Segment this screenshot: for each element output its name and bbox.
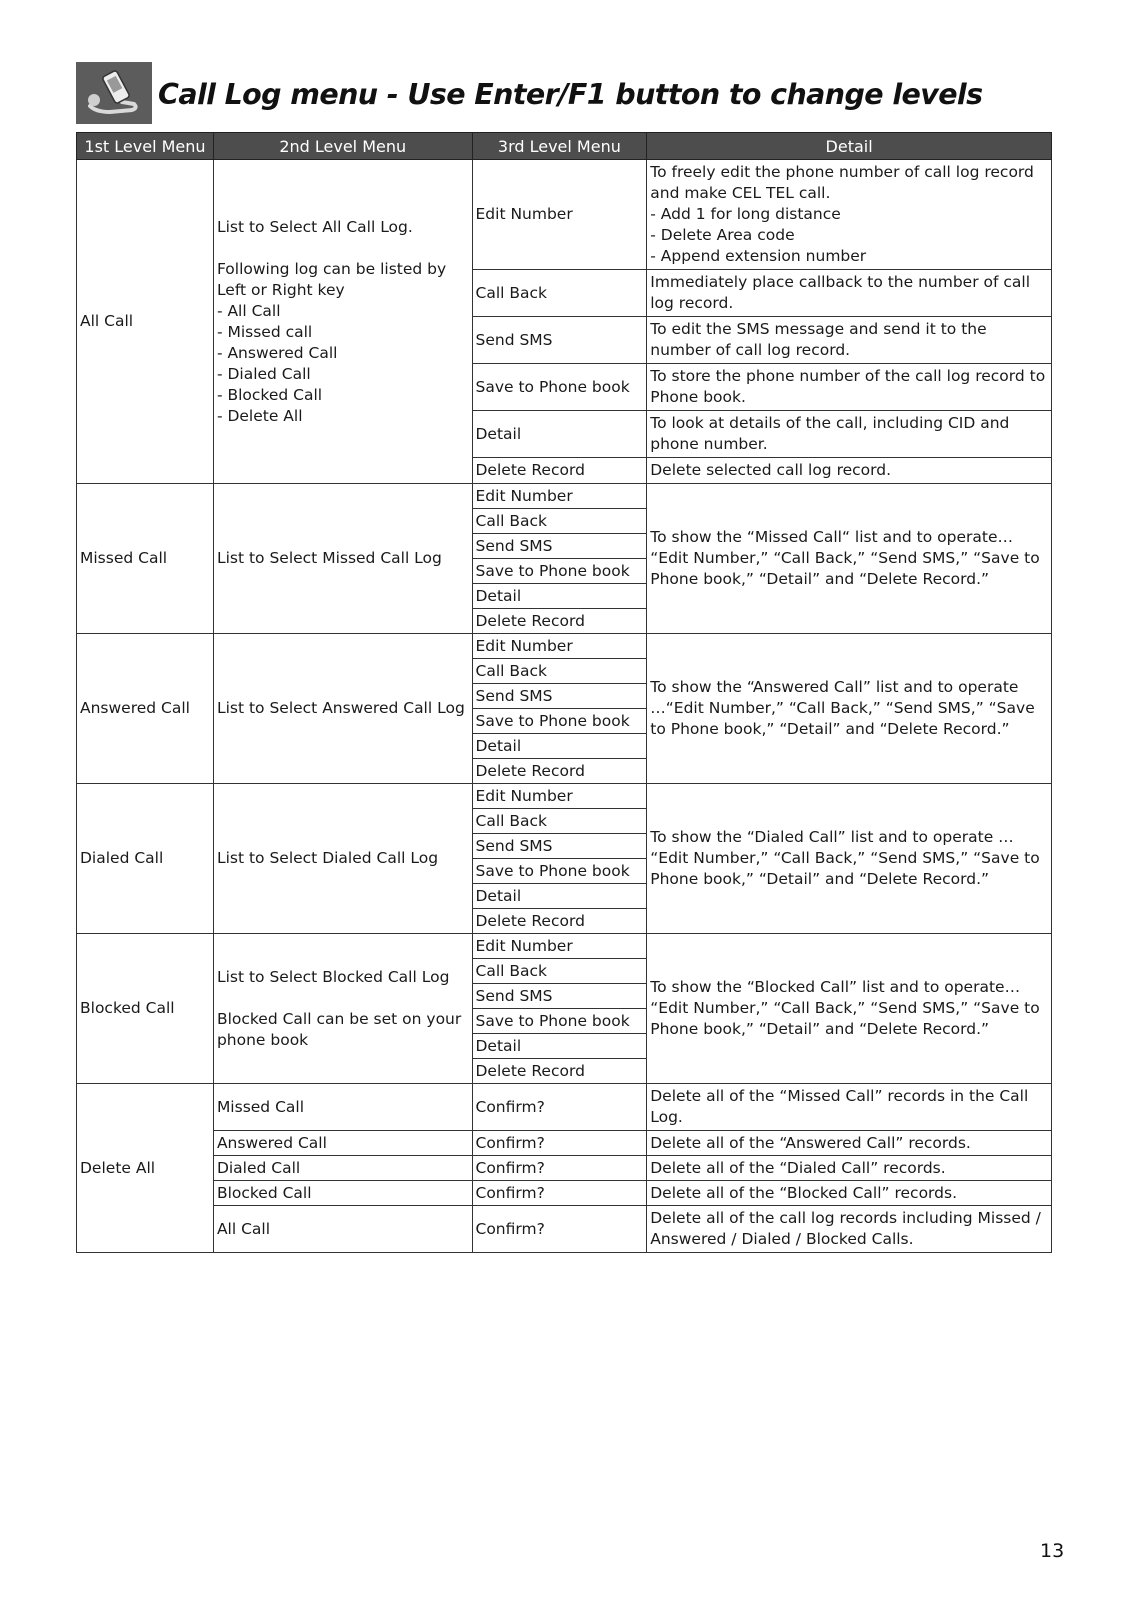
table-row bbox=[77, 1131, 1052, 1156]
level3-cell: Detail bbox=[472, 734, 647, 759]
table-row bbox=[77, 934, 1052, 959]
detail-cell: To show the “Blocked Call” list and to operate… “Edit Number,” “Call Back,” “Send SMS,” “Save to Phone book,” “Detail” and “Delete Record.” bbox=[647, 934, 1052, 1084]
level1-cell: Blocked Call bbox=[77, 934, 214, 1084]
table-row bbox=[77, 1156, 1052, 1181]
level3-cell: Delete Record bbox=[472, 458, 647, 484]
level3-cell: Save to Phone book bbox=[472, 364, 647, 411]
level1-cell: Answered Call bbox=[77, 634, 214, 784]
level3-cell: Delete Record bbox=[472, 909, 647, 934]
table-row bbox=[77, 1084, 1052, 1131]
level2-cell: Blocked Call bbox=[213, 1181, 472, 1206]
level3-cell: Edit Number bbox=[472, 484, 647, 509]
level2-cell: Missed Call bbox=[213, 1084, 472, 1131]
level3-cell: Detail bbox=[472, 411, 647, 458]
detail-cell: Delete all of the call log records including Missed / Answered / Dialed / Blocked Calls. bbox=[647, 1206, 1052, 1253]
level3-cell: Call Back bbox=[472, 659, 647, 684]
level2-cell: Answered Call bbox=[213, 1131, 472, 1156]
table-row bbox=[77, 1181, 1052, 1206]
detail-cell: Delete all of the “Blocked Call” records. bbox=[647, 1181, 1052, 1206]
detail-cell: To edit the SMS message and send it to the number of call log record. bbox=[647, 317, 1052, 364]
level3-cell: Save to Phone book bbox=[472, 709, 647, 734]
level3-cell: Confirm? bbox=[472, 1084, 647, 1131]
level2-cell: List to Select Dialed Call Log bbox=[213, 784, 472, 934]
phone-hand-icon bbox=[76, 62, 152, 124]
table-header-row bbox=[77, 133, 1052, 160]
level1-cell: Delete All bbox=[77, 1084, 214, 1253]
detail-cell: To freely edit the phone number of call log record and make CEL TEL call. - Add 1 for long distance - Delete Area code - Append extension number bbox=[647, 160, 1052, 270]
table-row bbox=[77, 634, 1052, 659]
level2-cell: Dialed Call bbox=[213, 1156, 472, 1181]
table-row bbox=[77, 1206, 1052, 1253]
level1-cell: Dialed Call bbox=[77, 784, 214, 934]
level3-cell: Detail bbox=[472, 1034, 647, 1059]
level3-cell: Call Back bbox=[472, 959, 647, 984]
level3-cell: Send SMS bbox=[472, 684, 647, 709]
level3-cell: Confirm? bbox=[472, 1181, 647, 1206]
level2-cell: List to Select Blocked Call Log Blocked Call can be set on your phone book bbox=[213, 934, 472, 1084]
level3-cell: Send SMS bbox=[472, 317, 647, 364]
header-3rd-level: 3rd Level Menu bbox=[472, 133, 647, 160]
level3-cell: Delete Record bbox=[472, 1059, 647, 1084]
level1-cell: All Call bbox=[77, 160, 214, 484]
level2-cell: All Call bbox=[213, 1206, 472, 1253]
detail-cell: Delete all of the “Missed Call” records in the Call Log. bbox=[647, 1084, 1052, 1131]
call-log-menu-table bbox=[76, 132, 1052, 1253]
level2-cell: List to Select Missed Call Log bbox=[213, 484, 472, 634]
table-row bbox=[77, 160, 1052, 270]
level2-cell: List to Select Answered Call Log bbox=[213, 634, 472, 784]
level3-cell: Send SMS bbox=[472, 984, 647, 1009]
detail-cell: To store the phone number of the call log record to Phone book. bbox=[647, 364, 1052, 411]
header-2nd-level: 2nd Level Menu bbox=[213, 133, 472, 160]
level3-cell: Detail bbox=[472, 584, 647, 609]
level3-cell: Edit Number bbox=[472, 160, 647, 270]
detail-cell: To look at details of the call, including CID and phone number. bbox=[647, 411, 1052, 458]
page-header bbox=[76, 62, 1036, 124]
table-row bbox=[77, 484, 1052, 509]
level3-cell: Send SMS bbox=[472, 834, 647, 859]
level3-cell: Send SMS bbox=[472, 534, 647, 559]
level3-cell: Save to Phone book bbox=[472, 1009, 647, 1034]
level2-cell: List to Select All Call Log. Following log can be listed by Left or Right key - All Call - Missed call - Answered Call - Dialed Call - Blocked Call - Delete All bbox=[213, 160, 472, 484]
page-number: 13 bbox=[1040, 1540, 1065, 1562]
detail-cell: Immediately place callback to the number of call log record. bbox=[647, 270, 1052, 317]
level3-cell: Confirm? bbox=[472, 1131, 647, 1156]
level3-cell: Call Back bbox=[472, 809, 647, 834]
level3-cell: Edit Number bbox=[472, 634, 647, 659]
level3-cell: Detail bbox=[472, 884, 647, 909]
detail-cell: Delete selected call log record. bbox=[647, 458, 1052, 484]
detail-cell: Delete all of the “Answered Call” records. bbox=[647, 1131, 1052, 1156]
level3-cell: Save to Phone book bbox=[472, 859, 647, 884]
detail-cell: Delete all of the “Dialed Call” records. bbox=[647, 1156, 1052, 1181]
detail-cell: To show the “Missed Call“ list and to operate… “Edit Number,” “Call Back,” “Send SMS,” “Save to Phone book,” “Detail” and “Delete Record.” bbox=[647, 484, 1052, 634]
level3-cell: Confirm? bbox=[472, 1156, 647, 1181]
level3-cell: Confirm? bbox=[472, 1206, 647, 1253]
detail-cell: To show the “Dialed Call” list and to operate … “Edit Number,” “Call Back,” “Send SMS,” “Save to Phone book,” “Detail” and “Delete Record.” bbox=[647, 784, 1052, 934]
header-detail: Detail bbox=[647, 133, 1052, 160]
level1-cell: Missed Call bbox=[77, 484, 214, 634]
level3-cell: Edit Number bbox=[472, 784, 647, 809]
detail-cell: To show the “Answered Call” list and to operate …“Edit Number,” “Call Back,” “Send SMS,” “Save to Phone book,” “Detail” and “Delete Record.” bbox=[647, 634, 1052, 784]
table-row bbox=[77, 784, 1052, 809]
page-title: Call Log menu - Use Enter/F1 button to change levels bbox=[158, 78, 983, 111]
header-1st-level: 1st Level Menu bbox=[77, 133, 214, 160]
level3-cell: Save to Phone book bbox=[472, 559, 647, 584]
level3-cell: Delete Record bbox=[472, 609, 647, 634]
level3-cell: Delete Record bbox=[472, 759, 647, 784]
level3-cell: Edit Number bbox=[472, 934, 647, 959]
level3-cell: Call Back bbox=[472, 509, 647, 534]
level3-cell: Call Back bbox=[472, 270, 647, 317]
